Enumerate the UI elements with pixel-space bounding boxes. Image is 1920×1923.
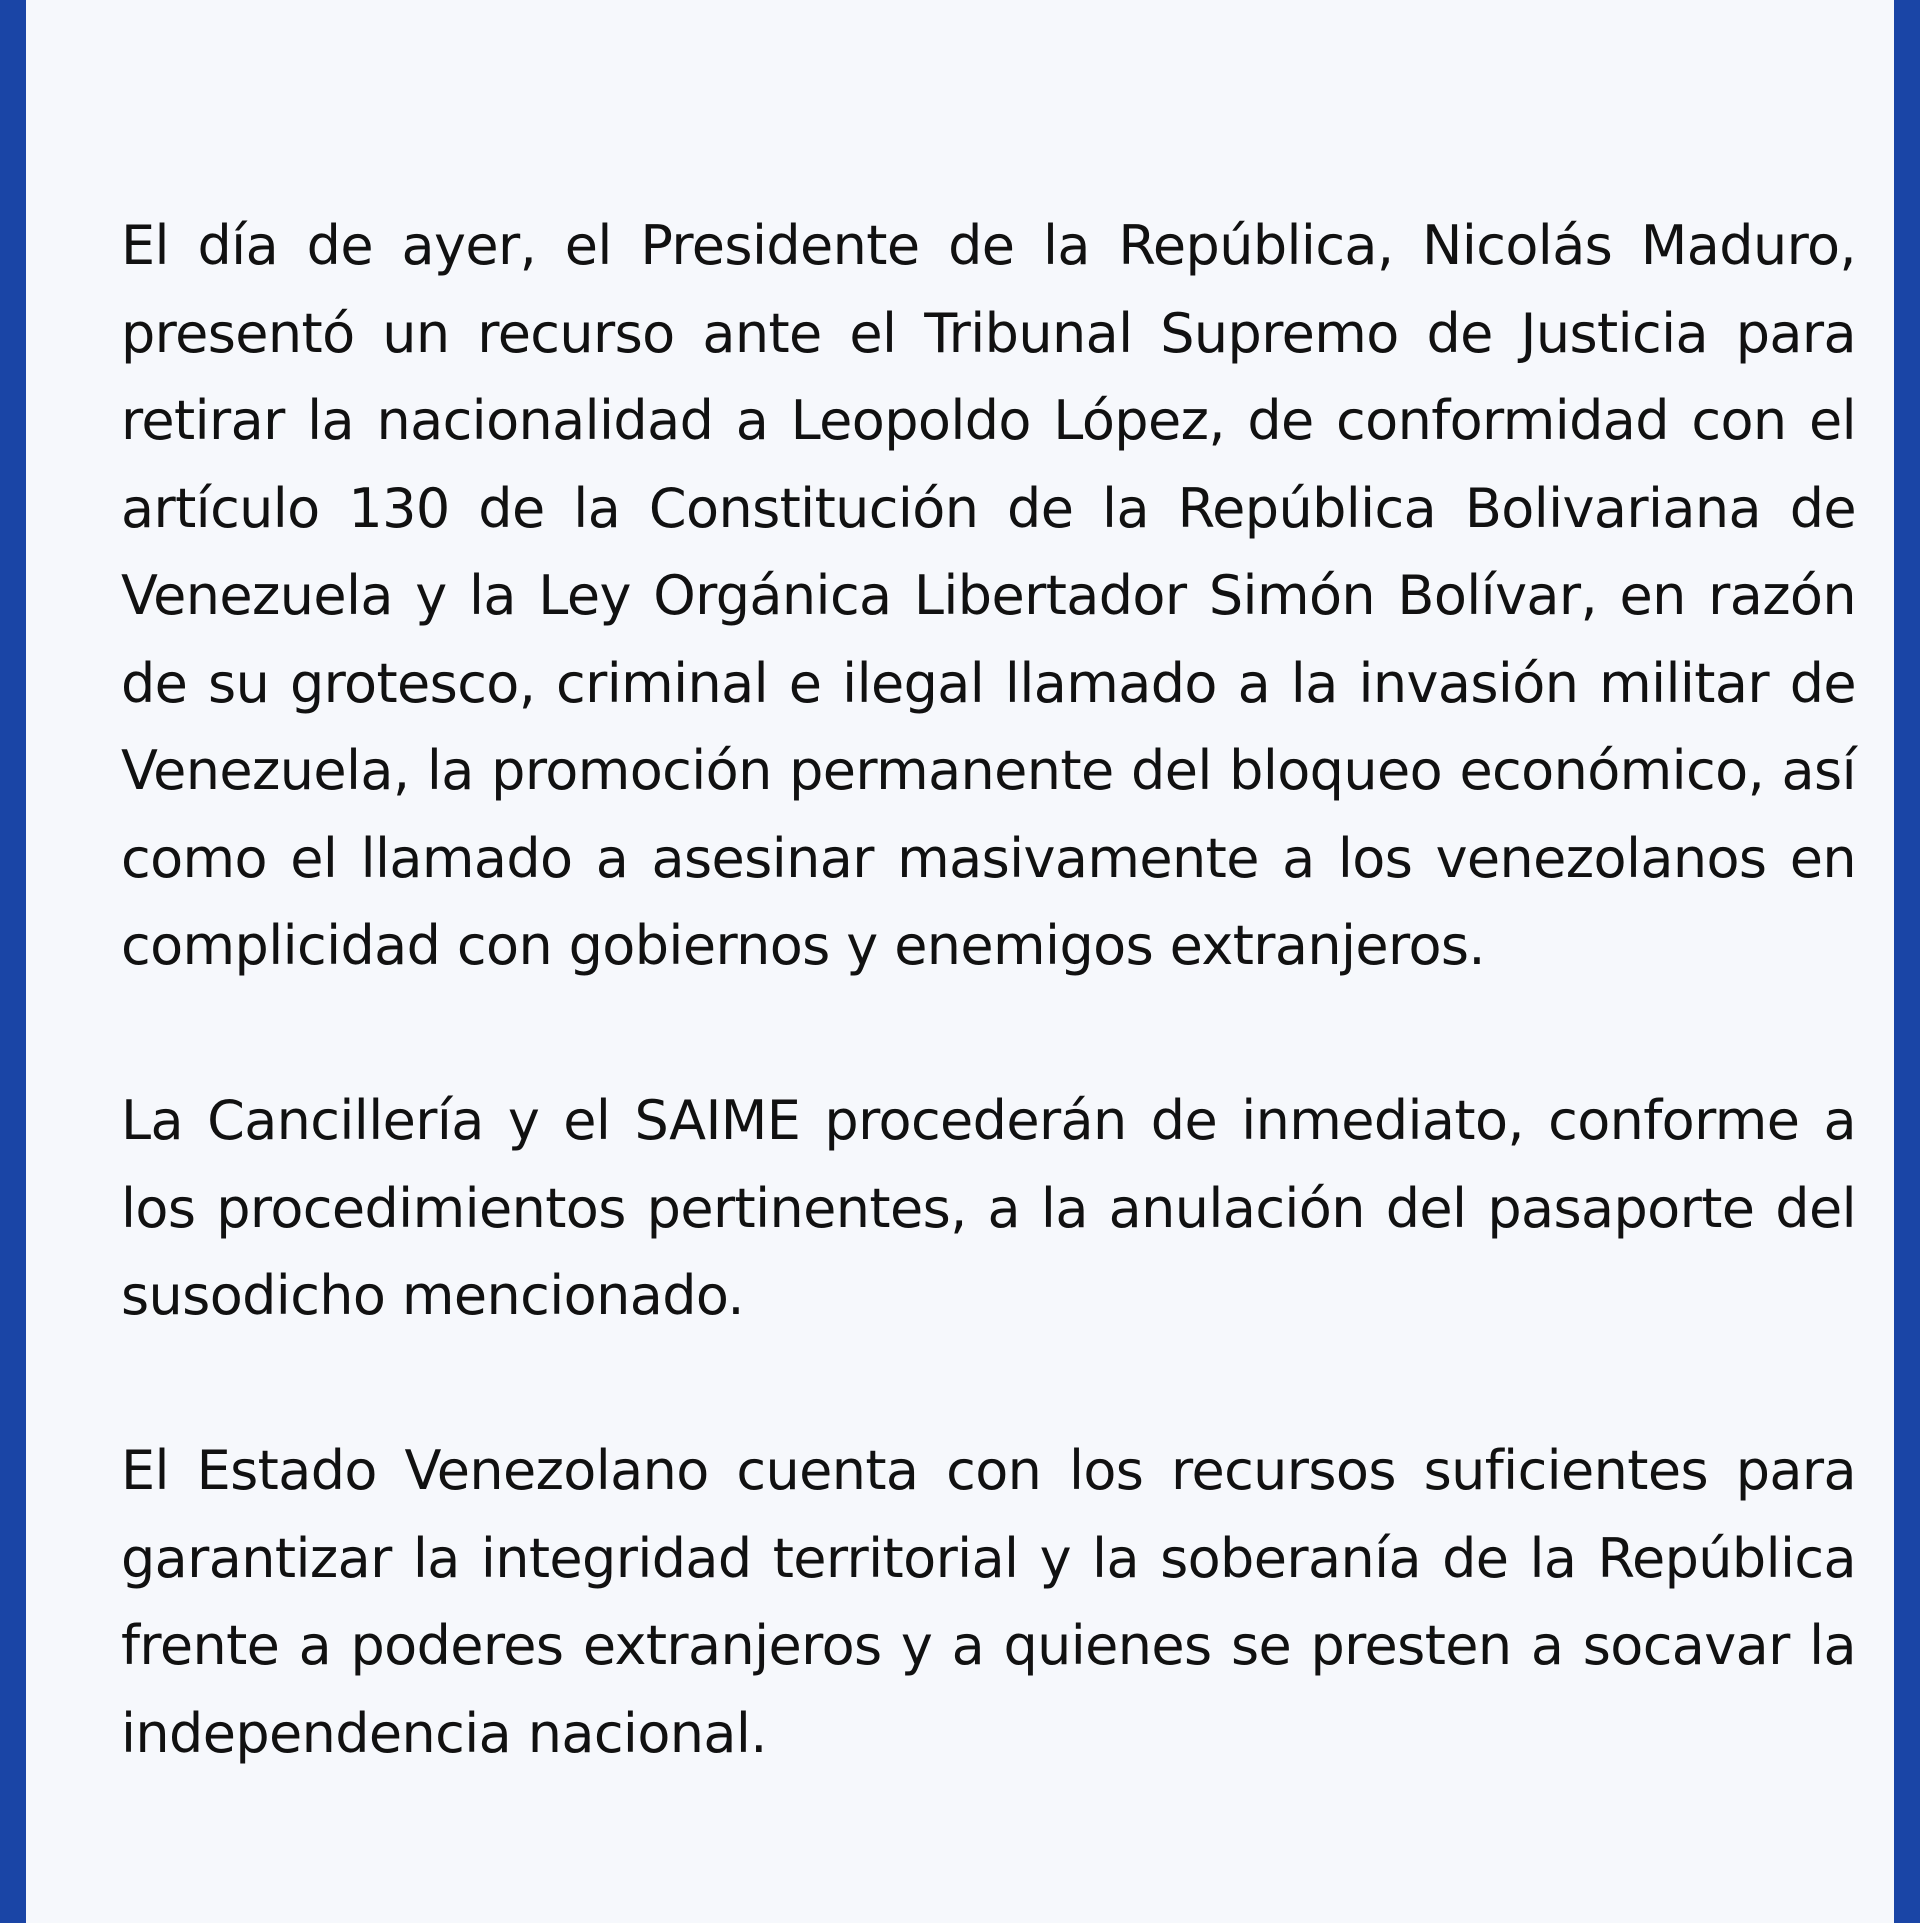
paragraph-1: El día de ayer, el Presidente de la República, Nicolás Maduro, presentó un recurso ante el Tribunal Supremo de Justicia para retirar la nacionalidad a Leopoldo López, de conformidad con el artículo 130 de la Constitución de la República Bolivariana de Venezuela y la Ley Orgánica Libertador Simón Bolívar, en razón de su grotesco, criminal e ilegal llamado a la invasión militar de Venezuela, la promoción permanente del bloqueo económico, así como el llamado a asesinar masivamente a los venezolanos en complicidad con gobiernos y enemigos extranjeros. [121,214,1856,977]
document-body [121,202,1856,1777]
paragraph-3: El Estado Venezolano cuenta con los recursos suficientes para garantizar la integridad territorial y la soberanía de la República frente a poderes extranjeros y a quienes se presten a socavar la independencia nacional. [121,1439,1856,1765]
paragraph-2: La Cancillería y el SAIME procederán de inmediato, conforme a los procedimientos pertinentes, a la anulación del pasaporte del susodicho mencionado. [121,1089,1856,1327]
